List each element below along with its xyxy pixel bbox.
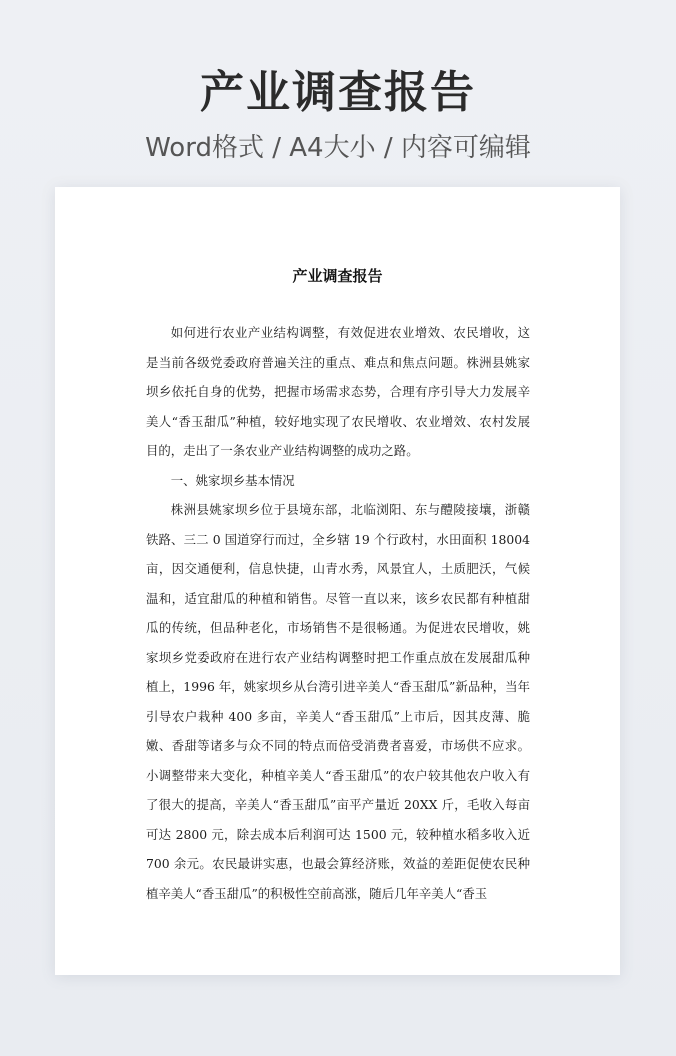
banner-subtitle: Word格式 / A4大小 / 内容可编辑 — [145, 133, 531, 163]
document-page — [55, 187, 620, 975]
banner-title: 产业调查报告 — [200, 67, 476, 118]
document-title: 产业调查报告 — [292, 267, 383, 285]
paragraph-intro: 如何进行农业产业结构调整，有效促进农业增效、农民增收，这是当前各级党委政府普遍关注的重点、难点和焦点问题。株洲县姚家坝乡依托自身的优势，把握市场需求态势，合理有序引导大力发展辛美人“香玉甜瓜”种植，较好地实现了农民增收、农业增效、农村发展目的，走出了一条农业产业结构调整的成功之路。 — [146, 325, 530, 458]
document-body — [146, 318, 530, 908]
banner — [0, 60, 676, 168]
section-heading: 一、姚家坝乡基本情况 — [170, 472, 295, 488]
paragraph-section-one: 株洲县姚家坝乡位于县境东部，北临浏阳、东与醴陵接壤，浙赣铁路、三二 0 国道穿行而过，全乡辖 19 个行政村，水田面积 18004 亩，因交通便利，信息快捷，山青水秀，风景宜人，土质肥沃，气候温和，适宜甜瓜的种植和销售。尽管一直以来，该乡农民都有种植甜瓜的传统，但品种老化，市场销售不是很畅通。为促进农民增收，姚家坝乡党委政府在进行农产业结构调整时把工作重点放在发展甜瓜种植上，1996 年，姚家坝乡从台湾引进辛美人“香玉甜瓜”新品种，当年引导农户栽种 400 多亩，辛美人“香玉甜瓜”上市后，因其皮薄、脆嫩、香甜等诸多与众不同的特点而倍受消费者喜爱，市场供不应求。小调整带来大变化，种植辛美人“香玉甜瓜”的农户较其他农户收入有了很大的提高，辛美人“香玉甜瓜”亩平产量近 20XX 斤，毛收入每亩可达 2800 元，除去成本后利润可达 1500 元，较种植水稻多收入近 700 余元。农民最讲实惠，也最会算经济账，效益的差距促使农民种植辛美人“香玉甜瓜”的积极性空前高涨，随后几年辛美人“香玉 — [146, 502, 530, 901]
